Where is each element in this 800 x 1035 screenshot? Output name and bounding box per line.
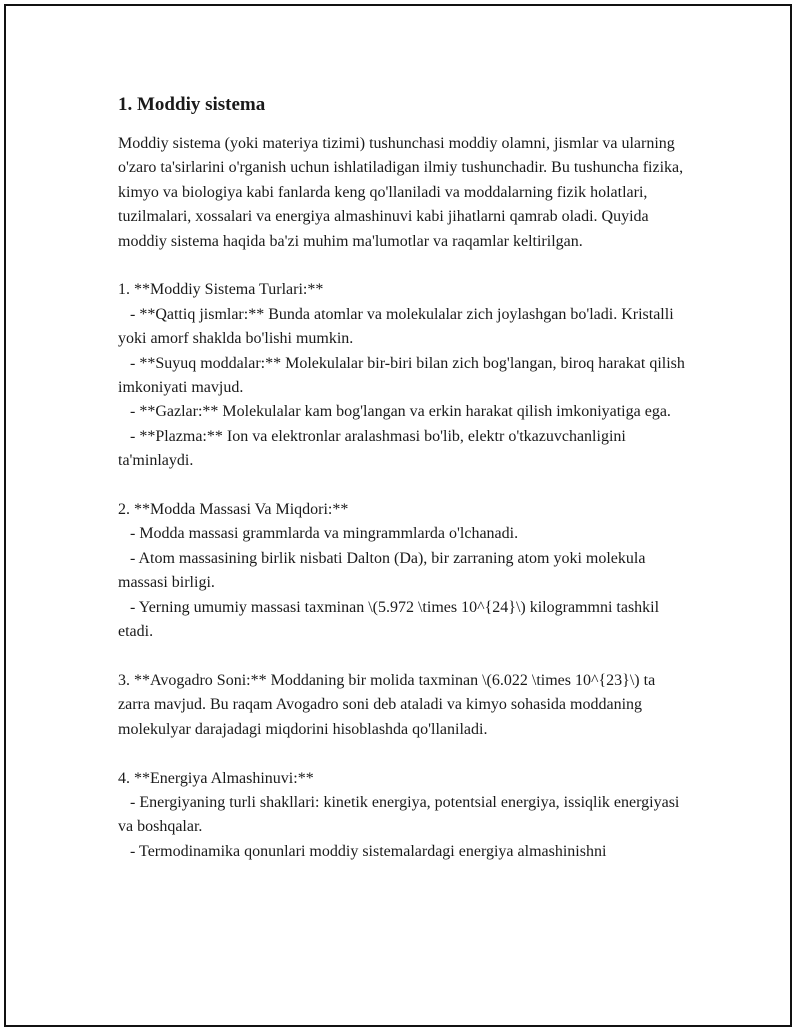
section-2-item-dalton: - Atom massasining birlik nisbati Dalton (Da), bir zarraning atom yoki molekula massasi birligi. [118,549,650,592]
section-2-item-mass-units: - Modda massasi grammlarda va mingrammlarda o'lchanadi. [118,525,519,543]
spacer [118,645,688,669]
intro-paragraph: Moddiy sistema (yoki materiya tizimi) tushunchasi moddiy olamni, jismlar va ularning o'zaro ta'sirlarini o'rganish uchun ishlatiladigan ilmiy tushunchadir. Bu tushuncha fizika, kimyo va biologiya kabi fanlarda keng qo'llaniladi va moddalarning fizik holatlari, tuzilmalari, xossalari va energiya almashinuvi kabi jihatlarni qamrab oladi. Quyida moddiy sistema haqida ba'zi muhim ma'lumotlar va raqamlar keltirilgan. [118,135,688,250]
spacer [118,254,688,278]
section-4-item-thermodynamics: - Termodinamika qonunlari moddiy sistemalardagi energiya almashinishni [118,842,607,860]
section-4-heading: 4. **Energiya Almashinuvi:** [118,769,314,787]
section-1-item-plasma: - **Plazma:** Ion va elektronlar aralashmasi bo'lib, elektr o'tkazuvchanligini ta'minlaydi. [118,427,630,470]
section-3-avogadro: 3. **Avogadro Soni:** Moddaning bir molida taxminan \(6.022 \times 10^{23}\) ta zarra mavjud. Bu raqam Avogadro soni deb ataladi va kimyo sohasida moddaning molekulyar darajadagi miqdorini hisoblashda qo'llaniladi. [118,671,660,738]
section-1-heading: 1. **Moddiy Sistema Turlari:** [118,281,324,299]
section-4-item-energy-forms: - Energiyaning turli shakllari: kinetik energiya, potentsial energiya, issiqlik energiyasi va boshqalar. [118,793,684,836]
document-body [118,92,688,864]
document-title: 1. Moddiy sistema [118,94,266,115]
section-1-item-liquids: - **Suyuq moddalar:** Molekulalar bir-biri bilan zich bog'langan, biroq harakat qilish imkoniyati mavjud. [118,354,689,397]
section-1-item-gases: - **Gazlar:** Molekulalar kam bog'langan va erkin harakat qilish imkoniyatiga ega. [118,403,671,421]
section-1-item-solids: - **Qattiq jismlar:** Bunda atomlar va molekulalar zich joylashgan bo'ladi. Kristalli yoki amorf shaklda bo'lishi mumkin. [118,305,678,348]
section-2-item-earth-mass: - Yerning umumiy massasi taxminan \(5.972 \times 10^{24}\) kilogrammni tashkil etadi. [118,598,664,641]
spacer [118,742,688,766]
section-2-heading: 2. **Modda Massasi Va Miqdori:** [118,501,349,519]
spacer [118,474,688,498]
